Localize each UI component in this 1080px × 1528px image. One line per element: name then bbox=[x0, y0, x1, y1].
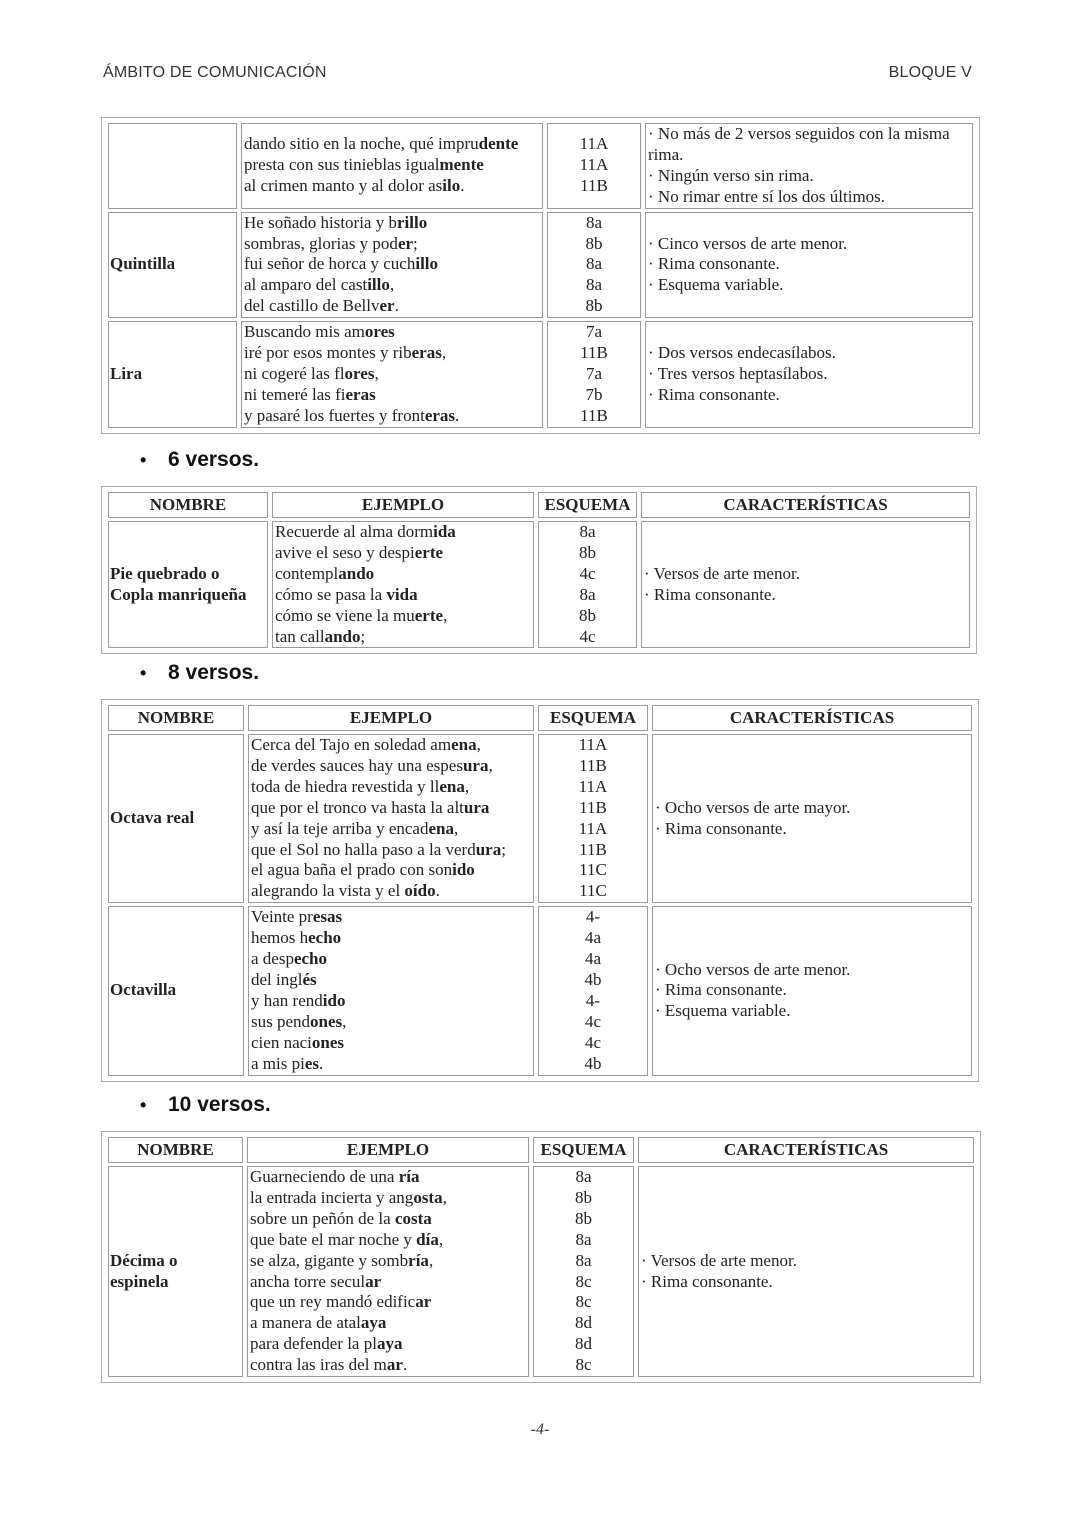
verse-line bbox=[251, 798, 531, 819]
stanza-name: Octavilla bbox=[108, 906, 244, 1075]
verse-line bbox=[251, 819, 531, 840]
verse-line bbox=[251, 860, 531, 881]
table-row bbox=[108, 321, 973, 428]
verse-line bbox=[251, 991, 531, 1012]
scheme-line: 8b bbox=[575, 1208, 592, 1228]
verse-text: , bbox=[442, 1187, 447, 1207]
column-header-ejemplo: EJEMPLO bbox=[272, 492, 534, 518]
rhyme-text: echo bbox=[308, 928, 342, 948]
table-row bbox=[108, 123, 973, 209]
verse-text: Guarneciendo de una bbox=[250, 1167, 399, 1186]
characteristic-item: · Ocho versos de arte menor. bbox=[655, 959, 851, 979]
verse-line bbox=[244, 343, 540, 364]
stanza-name bbox=[108, 123, 237, 209]
scheme-line: 4- bbox=[585, 990, 601, 1010]
header-row bbox=[108, 492, 970, 518]
verse-text: , bbox=[464, 776, 470, 796]
verse-line bbox=[250, 1334, 526, 1355]
verse-text: contra las iras del m bbox=[250, 1355, 387, 1375]
table-8-versos bbox=[101, 699, 979, 1082]
verse-line bbox=[251, 777, 531, 798]
verse-text: a manera de atal bbox=[250, 1313, 361, 1333]
scheme-line: 4c bbox=[584, 1032, 602, 1052]
verse-line bbox=[251, 1033, 531, 1054]
verse-line bbox=[250, 1230, 526, 1251]
verse-text: el agua baña el prado con son bbox=[251, 860, 453, 880]
verse-text: , bbox=[438, 1229, 444, 1249]
scheme-line: 11B bbox=[580, 343, 608, 363]
scheme-line: 11A bbox=[578, 818, 608, 838]
verse-text: dando sitio en la noche, qué impru bbox=[244, 134, 479, 154]
rhyme-text: és bbox=[302, 969, 317, 989]
rhyme-text: osta bbox=[413, 1187, 443, 1207]
document-header-subject: ÁMBITO DE COMUNICACIÓN bbox=[103, 64, 327, 81]
rhyme-text: día bbox=[416, 1229, 439, 1249]
scheme-line: 8b bbox=[579, 605, 596, 625]
metric-scheme bbox=[538, 734, 648, 903]
scheme-line: 11A bbox=[579, 134, 609, 154]
characteristic-item: · Rima consonante. bbox=[648, 384, 780, 404]
verse-text: , bbox=[488, 755, 493, 775]
scheme-line: 8b bbox=[585, 296, 603, 316]
verse-line bbox=[251, 840, 531, 861]
verse-line bbox=[250, 1209, 526, 1230]
column-header-ejemplo: EJEMPLO bbox=[247, 1137, 529, 1163]
scheme-line: 8c bbox=[575, 1271, 592, 1291]
characteristics bbox=[652, 906, 972, 1075]
bullet-icon: • bbox=[140, 450, 147, 470]
verse-line bbox=[251, 970, 531, 991]
verse-line bbox=[250, 1355, 526, 1376]
verse-text: ; bbox=[413, 233, 418, 253]
stanza-name: Lira bbox=[108, 321, 237, 428]
verse-line bbox=[244, 254, 540, 275]
scheme-line: 8d bbox=[575, 1313, 592, 1333]
characteristics bbox=[645, 321, 973, 428]
verse-text: avive el seso y despi bbox=[275, 542, 415, 562]
verse-text: del ingl bbox=[251, 969, 303, 989]
rhyme-text: ando bbox=[324, 626, 361, 646]
column-header-caracteristicas: CARACTERÍSTICAS bbox=[638, 1137, 974, 1163]
verse-text: sobre un peñón de la bbox=[250, 1208, 395, 1228]
verse-text: ; bbox=[360, 626, 366, 646]
characteristic-item: · Dos versos endecasílabos. bbox=[648, 343, 836, 363]
example-verses bbox=[241, 123, 543, 209]
verse-text: alegrando la vista y el bbox=[251, 881, 405, 901]
verse-text: de verdes sauces hay una espes bbox=[251, 755, 463, 775]
rhyme-text: ar bbox=[415, 1292, 432, 1312]
column-header-esquema: ESQUEMA bbox=[538, 492, 637, 518]
stanza-table bbox=[104, 489, 974, 651]
characteristic-item: · No rimar entre sí los dos últimos. bbox=[648, 186, 886, 206]
verse-text: . bbox=[460, 176, 465, 196]
rhyme-text: oído bbox=[404, 881, 436, 901]
verse-text: . bbox=[402, 1355, 408, 1375]
table-row bbox=[108, 1166, 974, 1377]
scheme-line: 11A bbox=[578, 735, 608, 754]
verse-text: hemos h bbox=[251, 928, 309, 948]
characteristic-item: · Rima consonante. bbox=[644, 584, 776, 604]
verse-text: , bbox=[374, 363, 379, 383]
scheme-line: 11B bbox=[579, 755, 607, 775]
verse-line bbox=[250, 1272, 526, 1293]
stanza-name: Octava real bbox=[108, 734, 244, 903]
verse-line bbox=[275, 585, 531, 606]
scheme-line: 4- bbox=[585, 907, 601, 927]
verse-text: presta con sus tinieblas igual bbox=[244, 155, 440, 175]
verse-line bbox=[244, 385, 540, 406]
rhyme-text: echo bbox=[293, 949, 328, 969]
scheme-line: 11B bbox=[580, 405, 608, 425]
rhyme-text: ar bbox=[365, 1271, 382, 1291]
scheme-line: 11C bbox=[579, 881, 607, 901]
scheme-line: 8d bbox=[575, 1334, 592, 1354]
scheme-line: 4b bbox=[584, 1053, 602, 1073]
metric-scheme bbox=[547, 321, 641, 428]
scheme-line: 7b bbox=[585, 384, 603, 404]
verse-text: cien naci bbox=[251, 1032, 312, 1052]
verse-text: . bbox=[435, 881, 440, 901]
table-row bbox=[108, 906, 972, 1075]
scheme-line: 7a bbox=[585, 322, 603, 342]
rhyme-text: er bbox=[379, 296, 395, 316]
verse-text: cómo se viene la mu bbox=[275, 605, 415, 625]
verse-text: que bate el mar noche y bbox=[250, 1229, 417, 1249]
scheme-line: 11B bbox=[579, 797, 607, 817]
verse-text: ; bbox=[501, 839, 506, 859]
rhyme-text: ura bbox=[462, 755, 489, 775]
rhyme-text: eras bbox=[424, 405, 456, 425]
verse-text: toda de hiedra revestida y ll bbox=[251, 776, 440, 796]
verse-text: , bbox=[389, 275, 395, 295]
verse-line bbox=[244, 155, 540, 176]
verse-line bbox=[275, 627, 531, 648]
verse-line bbox=[244, 213, 540, 234]
verse-line bbox=[251, 907, 531, 928]
scheme-line: 8a bbox=[575, 1250, 592, 1270]
rhyme-text: costa bbox=[394, 1208, 432, 1228]
rhyme-text: esas bbox=[312, 907, 343, 927]
characteristics bbox=[645, 123, 973, 209]
scheme-line: 8a bbox=[575, 1229, 592, 1249]
verse-line bbox=[250, 1292, 526, 1313]
verse-text: tan call bbox=[275, 626, 325, 646]
table-10-versos bbox=[101, 1131, 981, 1383]
characteristic-item: · Cinco versos de arte menor. bbox=[648, 233, 848, 253]
rhyme-text: ena bbox=[451, 735, 477, 754]
verse-text: , bbox=[443, 605, 448, 625]
verse-line bbox=[251, 735, 531, 756]
rhyme-text: erte bbox=[414, 605, 444, 625]
column-header-ejemplo: EJEMPLO bbox=[248, 705, 534, 731]
characteristic-item: · Versos de arte menor. bbox=[641, 1250, 797, 1270]
stanza-table bbox=[104, 120, 977, 431]
verse-line bbox=[244, 234, 540, 255]
characteristics bbox=[645, 212, 973, 319]
characteristic-item: · No más de 2 versos seguidos con la misma rima. bbox=[648, 124, 950, 164]
scheme-line: 8a bbox=[585, 254, 603, 274]
bullet-icon: • bbox=[140, 663, 147, 683]
rhyme-text: aya bbox=[360, 1313, 387, 1333]
rhyme-text: ores bbox=[344, 363, 375, 383]
verse-line bbox=[275, 522, 531, 543]
rhyme-text: ido bbox=[322, 990, 346, 1010]
verse-text: iré por esos montes y rib bbox=[244, 343, 412, 363]
example-verses bbox=[248, 734, 534, 903]
scheme-line: 11C bbox=[579, 860, 607, 880]
verse-text: He soñado historia y b bbox=[244, 212, 397, 232]
rhyme-text: ones bbox=[310, 1011, 343, 1031]
characteristic-item: · Rima consonante. bbox=[648, 254, 780, 274]
verse-text: a mis pi bbox=[251, 1053, 305, 1073]
verse-line bbox=[244, 296, 540, 317]
verse-line bbox=[251, 1054, 531, 1075]
rhyme-text: ura bbox=[475, 839, 502, 859]
verse-text: , bbox=[476, 735, 481, 754]
section-heading-6-versos: • 6 versos. bbox=[140, 448, 260, 471]
verse-line bbox=[275, 606, 531, 627]
metric-scheme bbox=[533, 1166, 634, 1377]
verse-text: del castillo de Bellv bbox=[244, 296, 380, 316]
metric-scheme bbox=[538, 521, 637, 648]
column-header-nombre: NOMBRE bbox=[108, 705, 244, 731]
characteristic-item: · Esquema variable. bbox=[648, 275, 784, 295]
verse-text: y han rend bbox=[251, 990, 323, 1010]
verse-line bbox=[244, 134, 540, 155]
verse-line bbox=[251, 881, 531, 902]
verse-text: cómo se pasa la bbox=[275, 584, 387, 604]
verse-line bbox=[250, 1167, 526, 1188]
rhyme-text: ilo bbox=[442, 176, 461, 196]
verse-text: , bbox=[441, 343, 447, 363]
rhyme-text: ar bbox=[386, 1355, 403, 1375]
characteristic-item: · Rima consonante. bbox=[655, 980, 787, 1000]
verse-line bbox=[244, 406, 540, 427]
metric-scheme bbox=[547, 123, 641, 209]
verse-line bbox=[250, 1188, 526, 1209]
rhyme-text: aya bbox=[376, 1334, 403, 1354]
verse-text: y pasaré los fuertes y front bbox=[244, 405, 425, 425]
scheme-line: 11B bbox=[580, 176, 608, 196]
stanza-name: Quintilla bbox=[108, 212, 237, 319]
example-verses bbox=[247, 1166, 529, 1377]
characteristic-item: · Ningún verso sin rima. bbox=[648, 165, 814, 185]
rhyme-text: ura bbox=[463, 797, 490, 817]
column-header-caracteristicas: CARACTERÍSTICAS bbox=[641, 492, 970, 518]
verse-text: al amparo del cast bbox=[244, 275, 368, 295]
scheme-line: 8c bbox=[575, 1292, 592, 1312]
characteristic-item: · Rima consonante. bbox=[655, 818, 787, 838]
verse-line bbox=[244, 364, 540, 385]
column-header-esquema: ESQUEMA bbox=[538, 705, 648, 731]
verse-text: y así la teje arriba y encad bbox=[251, 818, 429, 838]
rhyme-text: ido bbox=[452, 860, 475, 880]
characteristics bbox=[638, 1166, 974, 1377]
verse-text: al crimen manto y al dolor as bbox=[244, 176, 443, 196]
rhyme-text: ena bbox=[428, 818, 454, 838]
rhyme-text: dente bbox=[478, 134, 519, 154]
rhyme-text: ones bbox=[311, 1032, 345, 1052]
scheme-line: 11A bbox=[579, 155, 609, 175]
scheme-line: 7a bbox=[585, 363, 603, 383]
characteristic-item: · Rima consonante. bbox=[641, 1271, 773, 1291]
scheme-line: 4c bbox=[579, 626, 596, 646]
verse-line bbox=[244, 322, 540, 343]
rhyme-text: eras bbox=[411, 343, 442, 363]
scheme-line: 4b bbox=[584, 969, 602, 989]
rhyme-text: vida bbox=[386, 584, 418, 604]
rhyme-text: er bbox=[397, 233, 414, 253]
column-header-esquema: ESQUEMA bbox=[533, 1137, 634, 1163]
rhyme-text: ría bbox=[398, 1167, 420, 1186]
scheme-line: 8b bbox=[579, 542, 596, 562]
verse-text: . bbox=[394, 296, 399, 316]
rhyme-text: es bbox=[304, 1053, 320, 1073]
verse-text: Buscando mis am bbox=[244, 322, 365, 342]
header-row bbox=[108, 1137, 974, 1163]
characteristic-item: · Tres versos heptasílabos. bbox=[648, 363, 828, 383]
verse-text: que un rey mandó edific bbox=[250, 1292, 416, 1312]
scheme-line: 11A bbox=[578, 776, 608, 796]
scheme-line: 8a bbox=[585, 275, 603, 295]
example-verses bbox=[241, 212, 543, 319]
scheme-line: 4c bbox=[584, 1011, 602, 1031]
section-heading-8-versos: • 8 versos. bbox=[140, 661, 260, 684]
document-header-block: BLOQUE V bbox=[888, 64, 972, 81]
verse-text: ancha torre secul bbox=[250, 1271, 366, 1291]
verse-text: fui señor de horca y cuch bbox=[244, 254, 416, 274]
metric-scheme bbox=[538, 906, 648, 1075]
scheme-line: 8a bbox=[575, 1167, 592, 1186]
verse-line bbox=[275, 543, 531, 564]
column-header-nombre: NOMBRE bbox=[108, 492, 268, 518]
stanza-name: Pie quebrado o Copla manriqueña bbox=[108, 521, 268, 648]
table-row bbox=[108, 212, 973, 319]
verse-line bbox=[251, 756, 531, 777]
rhyme-text: ores bbox=[364, 322, 395, 342]
characteristics bbox=[641, 521, 970, 648]
example-verses bbox=[248, 906, 534, 1075]
rhyme-text: ando bbox=[338, 563, 375, 583]
section-heading-10-versos: • 10 versos. bbox=[140, 1093, 271, 1116]
verse-line bbox=[251, 949, 531, 970]
verse-line bbox=[244, 275, 540, 296]
table-row bbox=[108, 521, 970, 648]
column-header-nombre: NOMBRE bbox=[108, 1137, 243, 1163]
scheme-line: 4a bbox=[584, 928, 602, 948]
page-number: -4- bbox=[530, 1421, 550, 1438]
scheme-line: 4a bbox=[584, 949, 602, 969]
verse-text: para defender la pl bbox=[250, 1334, 377, 1354]
verse-text: , bbox=[453, 818, 459, 838]
verse-line bbox=[275, 564, 531, 585]
scheme-line: 8a bbox=[579, 584, 596, 604]
rhyme-text: erte bbox=[414, 542, 444, 562]
verse-text: , bbox=[342, 1011, 347, 1031]
verse-line bbox=[251, 1012, 531, 1033]
verse-text: a desp bbox=[251, 949, 294, 969]
rhyme-text: eras bbox=[345, 384, 376, 404]
verse-line bbox=[250, 1251, 526, 1272]
example-verses bbox=[272, 521, 534, 648]
verse-text: sus pend bbox=[251, 1011, 311, 1031]
verse-text: . bbox=[455, 405, 460, 425]
stanza-table bbox=[104, 702, 976, 1079]
stanza-table bbox=[104, 1134, 978, 1380]
scheme-line: 8a bbox=[579, 522, 596, 541]
verse-text: ni temeré las fi bbox=[244, 384, 346, 404]
verse-text: sombras, glorias y pod bbox=[244, 233, 398, 253]
table-continuation bbox=[101, 117, 980, 434]
characteristic-item: · Versos de arte menor. bbox=[644, 563, 800, 583]
verse-text: Recuerde al alma dorm bbox=[275, 522, 434, 541]
verse-text: Cerca del Tajo en soledad am bbox=[251, 735, 452, 754]
table-6-versos bbox=[101, 486, 977, 654]
verse-text: contempl bbox=[275, 563, 339, 583]
characteristic-item: · Ocho versos de arte mayor. bbox=[655, 797, 851, 817]
characteristic-item: · Esquema variable. bbox=[655, 1001, 791, 1021]
scheme-line: 8c bbox=[575, 1355, 592, 1375]
verse-text: que el Sol no halla paso a la verd bbox=[251, 839, 476, 859]
rhyme-text: ena bbox=[439, 776, 465, 796]
scheme-line: 4c bbox=[579, 563, 596, 583]
rhyme-text: rillo bbox=[396, 212, 428, 232]
rhyme-text: ría bbox=[408, 1250, 429, 1270]
scheme-line: 8b bbox=[585, 233, 603, 253]
verse-text: la entrada incierta y ang bbox=[250, 1187, 414, 1207]
verse-text: que por el tronco va hasta la alt bbox=[251, 797, 464, 817]
bullet-icon: • bbox=[140, 1095, 147, 1115]
metric-scheme bbox=[547, 212, 641, 319]
scheme-line: 11B bbox=[579, 839, 607, 859]
verse-line bbox=[244, 176, 540, 197]
rhyme-text: illo bbox=[367, 275, 390, 295]
header-row bbox=[108, 705, 972, 731]
example-verses bbox=[241, 321, 543, 428]
scheme-line: 8b bbox=[575, 1187, 592, 1207]
stanza-name: Décima o espinela bbox=[108, 1166, 243, 1377]
characteristics bbox=[652, 734, 972, 903]
verse-text: ni cogeré las fl bbox=[244, 363, 345, 383]
rhyme-text: mente bbox=[439, 155, 484, 175]
verse-text: se alza, gigante y somb bbox=[250, 1250, 409, 1270]
verse-line bbox=[250, 1313, 526, 1334]
scheme-line: 8a bbox=[585, 212, 603, 232]
verse-text: Veinte pr bbox=[251, 907, 313, 927]
verse-text: , bbox=[428, 1250, 434, 1270]
column-header-caracteristicas: CARACTERÍSTICAS bbox=[652, 705, 972, 731]
rhyme-text: ida bbox=[433, 522, 456, 541]
verse-text: . bbox=[319, 1053, 324, 1073]
rhyme-text: illo bbox=[415, 254, 439, 274]
verse-line bbox=[251, 928, 531, 949]
table-row bbox=[108, 734, 972, 903]
